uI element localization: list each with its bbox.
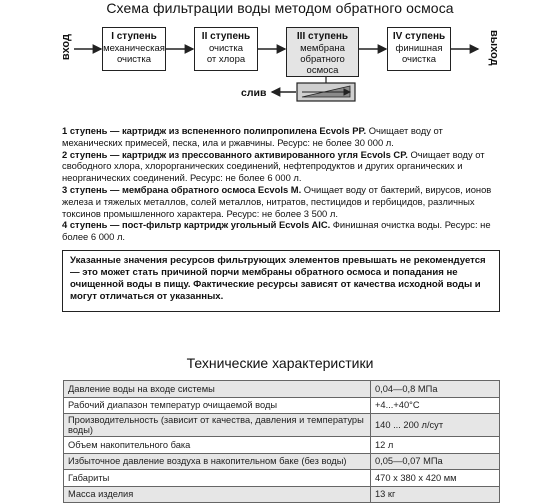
description-text: Очищает воду от механических примесей, песка, ила и ржавчины. Ресурс: не более 30 000 л. <box>62 125 443 148</box>
input-label: вход <box>60 34 72 61</box>
spec-name: Габариты <box>64 470 371 487</box>
warning-note: Указанные значения ресурсов фильтрующих элементов превышать не рекомендуется — это может стать причиной порчи мембраны обратного осмоса и попадания не очищенной воды в пищу. Фактические ресурсы зависят от качества исходной воды и могут отличаться от указанных. <box>62 250 500 312</box>
description-heading: 3 ступень — мембрана обратного осмоса Ecvols M. <box>62 183 302 195</box>
stage-desc: мембрана <box>300 43 345 54</box>
table-row <box>64 414 500 437</box>
stage-desc: от хлора <box>206 54 246 65</box>
output-label: выход <box>488 30 500 66</box>
stage-desc: очистка <box>401 54 437 65</box>
stage-3-box <box>286 27 359 77</box>
description-paragraph <box>62 219 502 243</box>
description-heading: 4 ступень — пост-фильтр картридж угольный Ecvols AIC. <box>62 219 331 231</box>
stage-2-box <box>194 27 258 71</box>
stage-desc: механическая <box>103 43 165 54</box>
table-row <box>64 381 500 398</box>
description-paragraph <box>62 149 502 184</box>
table-row <box>64 470 500 487</box>
spec-value: 13 кг <box>371 486 500 503</box>
table-row <box>64 437 500 454</box>
drain-label: слив <box>241 87 267 99</box>
spec-name: Давление воды на входе системы <box>64 381 371 398</box>
stage-1-box <box>102 27 166 71</box>
spec-value: 12 л <box>371 437 500 454</box>
specs-title: Технические характеристики <box>186 355 374 371</box>
stage-desc: очистка <box>116 54 152 65</box>
stage-title: II ступень <box>201 31 251 42</box>
description-text: Очищает воду от свободного хлора, хлорорганических соединений, нефтепродуктов и других органических и неорганических соединений. Ресурс: не более 6 000 л. <box>62 148 485 184</box>
description-heading: 1 ступень — картридж из вспененного полипропилена Ecvols PP. <box>62 125 367 136</box>
spec-value: +4...+40°С <box>371 397 500 414</box>
table-row <box>64 397 500 414</box>
diagram-title: Схема фильтрации воды методом обратного осмоса <box>106 0 454 16</box>
stage-descriptions <box>62 125 502 243</box>
flow-arrows <box>0 0 560 110</box>
stage-desc: обратного <box>300 54 345 65</box>
description-heading: 2 ступень — картридж из прессованного активированного угля Ecvols CP. <box>62 148 408 160</box>
stage-title: I ступень <box>111 31 157 42</box>
spec-name: Производительность (зависит от качества, давления и температуры воды) <box>64 414 371 437</box>
spec-value: 0,05—0,07 МПа <box>371 453 500 470</box>
stage-desc: финишная <box>395 43 443 54</box>
spec-name: Избыточное давление воздуха в накопительном баке (без воды) <box>64 453 371 470</box>
spec-value: 140 ... 200 л/сут <box>371 414 500 437</box>
table-row <box>64 453 500 470</box>
spec-name: Масса изделия <box>64 486 371 503</box>
specs-table <box>63 380 500 503</box>
spec-value: 0,04—0,8 МПа <box>371 381 500 398</box>
spec-value: 470 х 380 х 420 мм <box>371 470 500 487</box>
description-paragraph <box>62 184 502 219</box>
stage-title: III ступень <box>296 31 349 42</box>
stage-4-box <box>387 27 451 71</box>
description-text: Финишная очистка воды. Ресурс: не более 6 000 л. <box>62 219 491 243</box>
description-paragraph <box>62 125 502 149</box>
stage-title: IV ступень <box>392 31 446 42</box>
stage-desc: очистка <box>208 43 244 54</box>
spec-name: Рабочий диапазон температур очищаемой воды <box>64 397 371 414</box>
stage-desc: осмоса <box>306 65 339 76</box>
table-row <box>64 486 500 503</box>
spec-name: Объем накопительного бака <box>64 437 371 454</box>
description-text: Очищает воду от бактерий, вирусов, ионов железа и тяжелых металлов, солей металлов, нитратов, пестицидов и гербицидов, различных токсинов промышленного характера. Ресурс: не более 3 500 л. <box>62 183 492 219</box>
